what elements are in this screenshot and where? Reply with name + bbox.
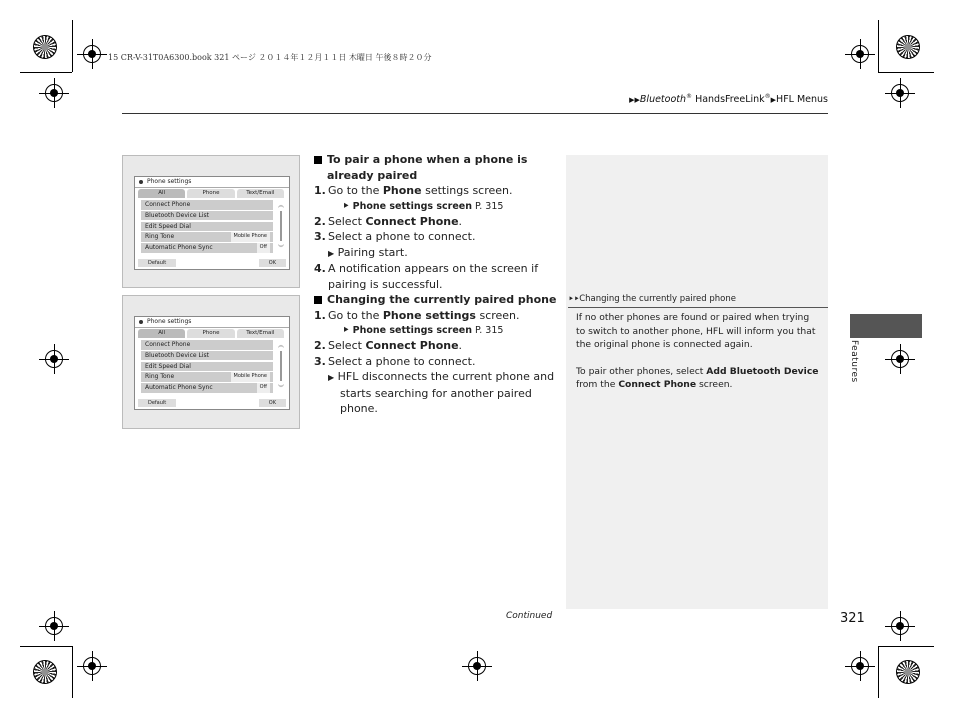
step-result: ▶ Pairing start. bbox=[328, 245, 408, 259]
crop-mark bbox=[878, 72, 934, 73]
registration-mark-icon bbox=[45, 84, 63, 102]
screen-buttons bbox=[138, 259, 286, 267]
step: 1. Go to the Phone settings screen. bbox=[314, 308, 520, 322]
tab-phone: Phone bbox=[187, 329, 234, 338]
registration-mark-icon bbox=[891, 84, 909, 102]
step: 2. Select Connect Phone. bbox=[314, 339, 463, 352]
breadcrumb-part-handsfreelink: HandsFreeLink bbox=[695, 94, 765, 106]
registration-mark-icon bbox=[891, 617, 909, 635]
breadcrumb bbox=[629, 93, 828, 105]
step: 3. Select a phone to connect. bbox=[314, 354, 476, 368]
registered-mark: ® bbox=[764, 93, 771, 100]
registration-mark-icon bbox=[45, 617, 63, 635]
reference-arrow-icon: ⯈⯈ bbox=[568, 295, 580, 303]
scrollbar bbox=[277, 340, 285, 398]
note-paragraph: To pair other phones, select Add Bluetooth Device from the Connect Phone screen. bbox=[576, 365, 819, 390]
chapter-tab bbox=[850, 314, 922, 338]
crop-mark bbox=[878, 646, 879, 698]
list-item-value: Mobile Phone bbox=[231, 372, 270, 382]
arrow-icon: ▶ bbox=[770, 96, 777, 105]
breadcrumb-part-hfl-menus: HFL Menus bbox=[776, 94, 828, 106]
note-rule bbox=[568, 307, 828, 308]
default-button: Default bbox=[138, 259, 176, 267]
list-item: Connect Phone bbox=[141, 200, 273, 210]
phone-settings-screenshot bbox=[122, 155, 300, 288]
star-target-icon bbox=[33, 660, 57, 684]
list-item-value: Off bbox=[257, 383, 270, 393]
scrollbar bbox=[277, 200, 285, 258]
note-title: ⯈⯈Changing the currently paired phone bbox=[568, 294, 736, 304]
tab-all: All bbox=[138, 189, 185, 198]
page-number: 321 bbox=[840, 611, 865, 626]
section-heading: Changing the currently paired phone bbox=[314, 292, 559, 308]
default-button: Default bbox=[138, 399, 176, 407]
registration-mark-icon bbox=[468, 657, 486, 675]
ok-button: OK bbox=[259, 399, 286, 407]
crop-mark bbox=[878, 646, 934, 647]
screen-buttons bbox=[138, 399, 286, 407]
step-result: ▶ HFL disconnects the current phone and starts searching for another paired phone. bbox=[328, 370, 555, 415]
screen-title: Phone settings bbox=[135, 317, 289, 328]
registration-mark-icon bbox=[851, 45, 869, 63]
settings-list bbox=[141, 340, 273, 394]
tab-phone: Phone bbox=[187, 189, 234, 198]
screen-tabs bbox=[138, 329, 286, 338]
bullet-icon bbox=[139, 320, 143, 324]
scroll-up-icon: ︽ bbox=[277, 202, 284, 209]
crop-mark bbox=[20, 646, 72, 647]
list-item: Edit Speed Dial bbox=[141, 362, 273, 372]
instructions bbox=[314, 152, 559, 417]
scroll-up-icon: ︽ bbox=[277, 342, 284, 349]
registration-mark-icon bbox=[83, 657, 101, 675]
star-target-icon bbox=[896, 35, 920, 59]
registration-mark-icon bbox=[891, 350, 909, 368]
tab-text-email: Text/Email bbox=[237, 329, 284, 338]
scroll-down-icon: ︾ bbox=[277, 245, 284, 252]
screen-title: Phone settings bbox=[135, 177, 289, 188]
list-item: Automatic Phone Sync Off bbox=[141, 383, 273, 393]
list-item-value: Mobile Phone bbox=[231, 232, 270, 242]
tab-all: All bbox=[138, 329, 185, 338]
crop-mark bbox=[20, 72, 72, 73]
list-item: Bluetooth Device List bbox=[141, 351, 273, 361]
ok-button: OK bbox=[259, 259, 286, 267]
note-paragraph: If no other phones are found or paired when trying to switch to another phone, HFL will inform you that the original phone is connected again. bbox=[576, 312, 816, 350]
settings-list bbox=[141, 200, 273, 254]
phone-settings-screenshot bbox=[122, 295, 300, 429]
screen-display bbox=[134, 176, 290, 270]
result-arrow-icon: ▶ bbox=[328, 248, 335, 258]
scroll-down-icon: ︾ bbox=[277, 385, 284, 392]
registration-mark-icon bbox=[851, 657, 869, 675]
square-bullet-icon bbox=[314, 156, 322, 164]
list-item-value: Off bbox=[257, 243, 270, 253]
continued-label: Continued bbox=[506, 611, 553, 621]
reference-arrow-icon: ⯈ bbox=[342, 325, 350, 336]
crop-mark bbox=[72, 20, 73, 72]
crop-mark bbox=[878, 20, 879, 72]
screen-tabs bbox=[138, 189, 286, 198]
result-arrow-icon: ▶ bbox=[328, 373, 335, 382]
section-heading: To pair a phone when a phone is already paired bbox=[314, 152, 559, 183]
list-item: Automatic Phone Sync Off bbox=[141, 243, 273, 253]
step: 2. Select Connect Phone. bbox=[314, 214, 463, 228]
cross-reference-link[interactable]: ⯈ Phone settings screen P. 315 bbox=[342, 325, 504, 336]
step: 1. Go to the Phone settings screen. bbox=[314, 184, 513, 197]
reference-arrow-icon: ⯈ bbox=[342, 200, 350, 212]
star-target-icon bbox=[33, 35, 57, 59]
double-arrow-icon: ▶▶ bbox=[629, 96, 640, 105]
step: 3. Select a phone to connect. bbox=[314, 230, 476, 243]
crop-mark bbox=[72, 646, 73, 698]
chapter-label: Features bbox=[849, 340, 859, 383]
list-item: Connect Phone bbox=[141, 340, 273, 350]
screen-display bbox=[134, 316, 290, 410]
header-rule bbox=[122, 113, 828, 114]
step: 4. A notification appears on the screen if pairing is successful. bbox=[314, 262, 539, 291]
breadcrumb-part-bluetooth: Bluetooth bbox=[639, 94, 687, 106]
square-bullet-icon bbox=[314, 296, 322, 304]
list-item: Ring Tone Mobile Phone bbox=[141, 372, 273, 382]
note-body bbox=[576, 311, 821, 405]
registration-mark-icon bbox=[45, 350, 63, 368]
star-target-icon bbox=[896, 660, 920, 684]
list-item: Edit Speed Dial bbox=[141, 222, 273, 232]
registration-mark-icon bbox=[83, 45, 101, 63]
cross-reference-link[interactable]: ⯈ Phone settings screen P. 315 bbox=[342, 200, 504, 212]
bullet-icon bbox=[139, 180, 143, 184]
registered-mark: ® bbox=[686, 93, 693, 100]
print-header: 15 CR-V-31T0A6300.book 321 ページ ２０１４年１２月１１日 木曜日 午後８時２０分 bbox=[108, 53, 432, 62]
list-item: Ring Tone Mobile Phone bbox=[141, 232, 273, 242]
list-item: Bluetooth Device List bbox=[141, 211, 273, 221]
tab-text-email: Text/Email bbox=[237, 189, 284, 198]
